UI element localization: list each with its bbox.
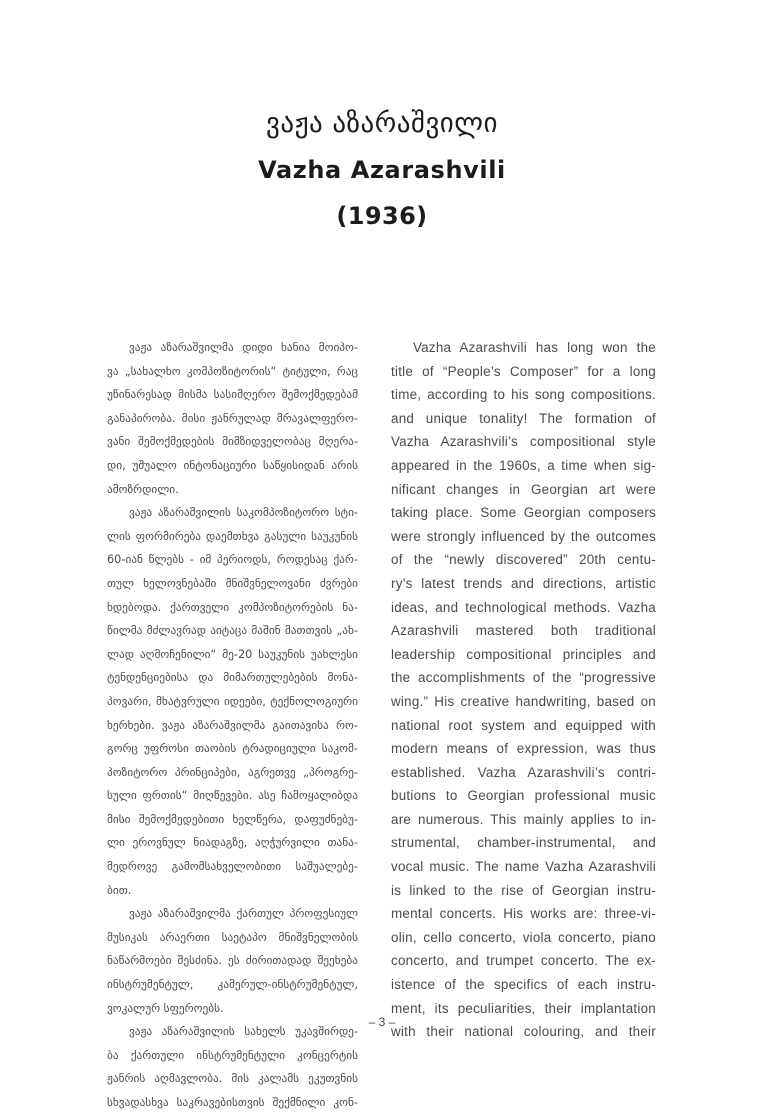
text-line: ვაჟა აზარაშვილმა ქართულ პროფესიულ [129,907,358,921]
text-line: მისი შემოქმედებითი ხელწერა, დაფუძნებუ- [107,812,358,826]
text-line: სული ფრთის“ მიღწევები. ასე ჩამოყალიბდა [107,789,358,803]
text-line: ხდებოდა. ქართველი კომპოზიტორების ნა- [107,600,358,614]
text-line: Vazha Azarashvili has long won the [413,340,656,355]
text-line: and unique tonality! The formation of [391,410,656,426]
text-line: ნაწარმოები შესძინა. ეს ძირითადად შეეხება [107,954,358,968]
text-line: leadership compositional principles and [391,646,656,662]
text-line: appeared in the 1960s, a time when sig- [391,457,656,473]
text-line: პოზიტორო პრინციპები, აგრეთვე „პროგრე- [107,765,358,779]
text-line: are numerous. This mainly applies to in- [391,811,656,827]
text-line: ამოზრდილი. [107,482,179,496]
text-line: with their national colouring, and their [391,1024,656,1040]
text-line: established. Vazha Azarashvili’s contri- [391,764,656,780]
text-line: istence of the specifics of each instru- [391,977,656,993]
text-line: წილმა მძლავრად აიტაცა მაშინ მათთვის „ახ- [107,624,358,638]
text-line: modern means of expression, was thus [391,741,656,757]
text-line: time, according to his song compositions. [391,387,656,403]
text-line: ვანი შემოქმედების მიმზიდველობაც მღერა- [107,435,358,449]
georgian-text-column [107,336,358,1115]
text-line: title of “People’s Composer” for a long [391,363,656,379]
text-line: უწინარესად მისმა სასიმღერო შემოქმედებამ [107,388,358,402]
text-line: were strongly influenced by the outcomes [391,528,656,544]
text-line: ვოკალურ სფეროებს. [107,1001,224,1015]
text-line: ლის ფორმირება დაემთხვა გასული საუკუნის [107,529,358,543]
text-line: ჟანრის აღმავლობა. მის კალამს ეკუთვნის [107,1072,358,1086]
text-line: ხერხები. ვაჟა აზარაშვილმა გაითავისა რო- [107,718,358,732]
text-line: ინსტრუმენტულ, კამერულ-ინსტრუმენტულ, [107,978,358,992]
text-line: nificant changes in Georgian art were [391,481,656,497]
text-line: თულ ხელოვნებაში მნიშვნელოვანი ძვრები [107,576,358,590]
title-year: (1936) [336,202,428,230]
text-line: wing.” His creative handwriting, based on [391,693,656,709]
text-line: of the “newly discovered” 20th centu- [391,552,656,568]
text-line: butions to Georgian professional music [391,788,656,804]
text-line: მედროვე გამომსახველობითი საშუალებე- [107,860,358,874]
text-line: ვაჟა აზარაშვილის საკომპოზიტორო სტი- [129,506,358,520]
page-number: – 3 – [368,1015,396,1029]
title-georgian: ვაჟა აზარაშვილი [266,108,498,139]
text-line: vocal music. The name Vazha Azarashvili [391,859,656,875]
english-text-column [391,336,656,1044]
text-line: concerto, and trumpet concerto. The ex- [391,953,656,969]
text-line: პოვარი, მხატვრული იდეები, ტექნოლოგიური [107,694,358,708]
text-line: ბა ქართული ინსტრუმენტული კონცერტის [107,1048,358,1062]
text-line: strumental, chamber-instrumental, and [391,835,656,851]
text-line: ტენდენციებისა და მიმართულებების მონა- [107,671,358,685]
text-line: is linked to the rise of Georgian instru- [391,882,656,898]
text-line: ideas, and technological methods. Vazha [391,599,656,615]
text-line: ლი ეროვნულ ნიადაგზე, აღჭურვილი თანა- [107,836,358,850]
text-line: the accomplishments of the “progressive [391,670,656,686]
text-line: Vazha Azarashvili’s compositional style [391,434,656,450]
text-line: national root system and equipped with [391,717,656,733]
text-line: განაპირობა. მისი ჟანრულად მრავალფერო- [107,411,358,425]
text-line: ბით. [107,883,132,897]
text-line: Azarashvili mastered both traditional [391,623,656,639]
text-line: სხვადასხვა საკრავებისთვის შექმნილი კონ- [107,1096,358,1109]
text-line: ვაჟა აზარაშვილმა დიდი ხანია მოიპო- [129,341,358,354]
text-line: 60-იან წლებს - იმ პერიოდს, როდესაც ქარ- [107,553,358,567]
text-line: olin, cello concerto, viola concerto, piano [391,929,656,945]
text-line: გორც უფროსი თაობის ტრადიციული საკომ- [107,742,358,756]
text-line: ვაჟა აზარაშვილის სახელს უკავშირდე- [129,1025,358,1039]
text-line: taking place. Some Georgian composers [391,505,656,521]
text-line: ლად აღმოჩენილი“ მე-20 საუკუნის უახლესი [107,647,358,661]
title-english: Vazha Azarashvili [258,156,506,184]
text-line: ment, its peculiarities, their implantation [391,1000,656,1016]
text-line: მუსიკას არაერთი საეტაპო მნიშვნელობის [107,930,358,944]
text-line: ვა „სახალხო კომპოზიტორის“ ტიტული, რაც [107,364,358,378]
text-line: mental concerts. His works are: three-vi- [391,906,656,922]
text-line: ry’s latest trends and directions, artistic [391,575,656,591]
text-line: დი, უშუალო ინტონაციური საწყისიდან არის [107,458,358,472]
